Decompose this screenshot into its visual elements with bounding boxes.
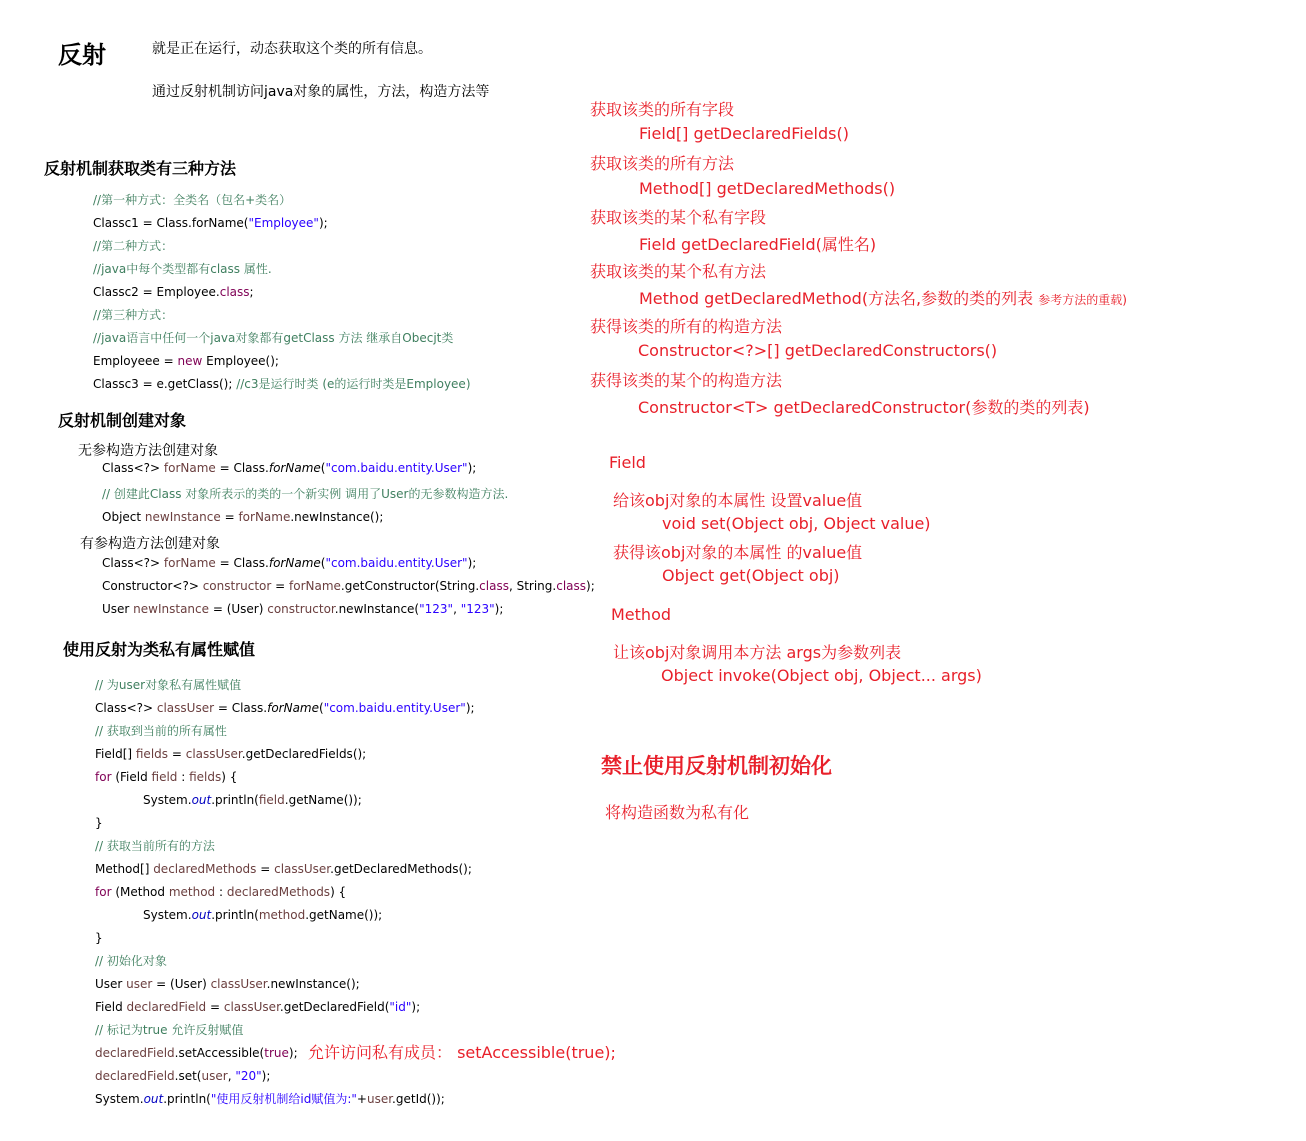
right-desc: 获得该类的某个的构造方法 <box>590 371 783 390</box>
code-line: Class<?> classUser = Class.forName("com.baidu.entity.User"); <box>95 701 475 715</box>
code-line: // 获取到当前的所有属性 <box>95 724 227 738</box>
subheading-arg: 有参构造方法创建对象 <box>80 536 220 552</box>
code-line: // 标记为true 允许反射赋值 <box>95 1023 244 1037</box>
subheading-noarg: 无参构造方法创建对象 <box>78 443 218 459</box>
code-line: Class<?> forName = Class.forName("com.baidu.entity.User"); <box>102 556 477 570</box>
right-desc: 让该obj对象调用本方法 args为参数列表 <box>613 643 902 662</box>
code-line: //第三种方式： <box>93 308 174 322</box>
right-desc: 获得该类的所有的构造方法 <box>590 317 783 336</box>
code-line: System.out.println(method.getName()); <box>143 908 383 922</box>
section-heading-get-class: 反射机制获取类有三种方法 <box>44 159 237 178</box>
code-line: for (Method method : declaredMethods) { <box>95 885 347 899</box>
right-desc: 给该obj对象的本属性 设置value值 <box>613 491 863 510</box>
code-line: // 为user对象私有属性赋值 <box>95 678 242 692</box>
code-line: Field[] fields = classUser.getDeclaredFields(); <box>95 747 367 761</box>
forbid-title: 禁止使用反射机制初始化 <box>601 754 832 778</box>
right-method: Constructor<?>[] getDeclaredConstructors() <box>638 341 998 360</box>
right-method: void set(Object obj, Object value) <box>662 514 931 533</box>
code-line: } <box>95 816 103 830</box>
field-title: Field <box>609 453 646 472</box>
code-line: System.out.println(field.getName()); <box>143 793 362 807</box>
code-line: Classc2 = Employee.class; <box>93 285 254 299</box>
code-line: User user = (User) classUser.newInstance(); <box>95 977 360 991</box>
section-heading-private-field: 使用反射为类私有属性赋值 <box>63 640 256 659</box>
code-line: //java语言中任何一个java对象都有getClass 方法 继承自Obecjt类 <box>93 331 454 345</box>
code-line: Class<?> forName = Class.forName("com.baidu.entity.User"); <box>102 461 477 475</box>
page-title: 反射 <box>58 41 106 69</box>
right-method: Field[] getDeclaredFields() <box>639 124 849 143</box>
right-method: Object invoke(Object obj, Object... args) <box>661 666 982 685</box>
forbid-text: 将构造函数为私有化 <box>605 803 750 822</box>
code-line: System.out.println("使用反射机制给id赋值为:"+user.getId()); <box>95 1092 445 1106</box>
code-line: //java中每个类型都有class 属性. <box>93 262 272 276</box>
code-block-noarg <box>102 457 582 529</box>
code-line: User newInstance = (User) constructor.newInstance("123", "123"); <box>102 602 504 616</box>
right-desc: 获取该类的所有字段 <box>590 100 735 119</box>
code-line: //第一种方式：全类名（包名+类名） <box>93 193 292 207</box>
right-desc: 获取该类的某个私有字段 <box>590 208 767 227</box>
code-line: Field declaredField = classUser.getDeclaredField("id"); <box>95 1000 421 1014</box>
right-method: Method getDeclaredMethod(方法名,参数的类的列表 参考方法的重载) <box>639 289 1127 308</box>
code-line: // 获取当前所有的方法 <box>95 839 215 853</box>
right-desc: 获得该obj对象的本属性 的value值 <box>613 543 863 562</box>
right-desc: 获取该类的某个私有方法 <box>590 262 767 281</box>
code-line: for (Field field : fields) { <box>95 770 238 784</box>
code-line: Classc3 = e.getClass(); //c3是运行时类 (e的运行时类是Employee) <box>93 377 471 391</box>
code-line: Classc1 = Class.forName("Employee"); <box>93 216 328 230</box>
code-line: //第二种方式： <box>93 239 174 253</box>
code-line: Object newInstance = forName.newInstance(); <box>102 510 384 524</box>
code-line: declaredField.setAccessible(true); <box>95 1046 298 1060</box>
code-line: // 初始化对象 <box>95 954 167 968</box>
right-method: Object get(Object obj) <box>662 566 840 585</box>
set-accessible-note: 允许访问私有成员： setAccessible(true); <box>308 1043 616 1062</box>
code-line: } <box>95 931 103 945</box>
method-title: Method <box>611 605 672 624</box>
right-method: Constructor<T> getDeclaredConstructor(参数的类的列表) <box>638 398 1090 417</box>
right-method: Method[] getDeclaredMethods() <box>639 179 896 198</box>
code-block-arg <box>102 552 595 624</box>
intro-text-1: 就是正在运行，动态获取这个类的所有信息。 <box>152 41 432 57</box>
right-desc: 获取该类的所有方法 <box>590 154 735 173</box>
code-line: Constructor<?> constructor = forName.getConstructor(String.class, String.class); <box>102 579 595 593</box>
code-line: Employeee = new Employee(); <box>93 354 279 368</box>
code-line: Method[] declaredMethods = classUser.getDeclaredMethods(); <box>95 862 472 876</box>
section-heading-create-object: 反射机制创建对象 <box>58 411 187 430</box>
right-method: Field getDeclaredField(属性名) <box>639 235 877 254</box>
code-block-get-class <box>93 189 583 399</box>
intro-text-2: 通过反射机制访问java对象的属性，方法，构造方法等 <box>152 84 490 100</box>
code-line: // 创建此Class 对象所表示的类的一个新实例 调用了User的无参数构造方法. <box>102 487 509 501</box>
code-line: declaredField.set(user, "20"); <box>95 1069 271 1083</box>
